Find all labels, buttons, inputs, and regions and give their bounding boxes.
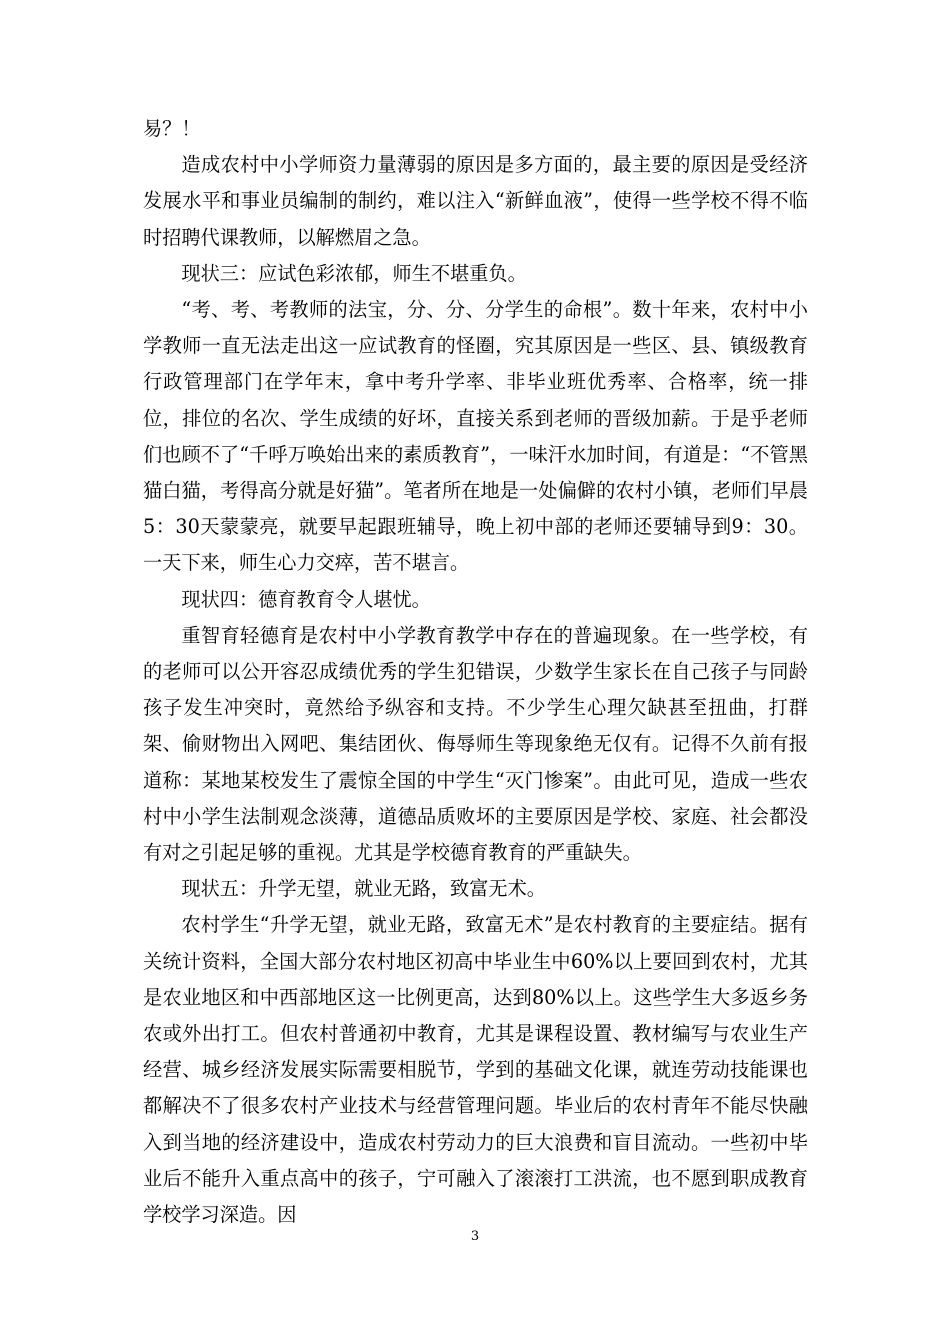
paragraph: 易？！ [143,117,201,140]
paragraph: 造成农村中小学师资力量薄弱的原因是多方面的，最主要的原因是受经济发展水平和事业员编制的制约，难以注入“新鲜血液”，使得一些学校不得不临时招聘代课教师，以解燃眉之急。 [143,153,808,249]
section-heading: 现状五：升学无望，就业无路，致富无术。 [181,877,546,901]
section-heading: 现状四：德育教育令人堪忧。 [181,587,431,611]
section-heading: 现状三：应试色彩浓郁，师生不堪重负。 [181,261,527,285]
paragraph: 重智育轻德育是农村中小学教育教学中存在的普遍现象。在一些学校，有的老师可以公开容忍成绩优秀的学生犯错误，少数学生家长在自己孩子与同龄孩子发生冲突时，竟然给予纵容和支持。不少学生心理欠缺甚至扭曲，打群架、偷财物出入网吧、集结团伙、侮辱师生等现象绝无仅有。记得不久前有报道称：某地某校发生了震惊全国的中学生“灭门惨案”。由此可见，造成一些农村中小学生法制观念淡薄，道德品质败坏的主要原因是学校、家庭、社会都没有对之引起足够的重视。尤其是学校德育教育的严重缺失。 [143,623,808,865]
paragraph: “考、考、考教师的法宝，分、分、分学生的命根”。数十年来，农村中小学教师一直无法走出这一应试教育的怪圈，究其原因是一些区、县、镇级教育行政管理部门在学年末，拿中考升学率、非毕业班优秀率、合格率，统一排位，排位的名次、学生成绩的好坏，直接关系到老师的晋级加薪。于是乎老师们也顾不了“千呼万唤始出来的素质教育”，一味汗水加时间，有道是：“不管黑猫白猫，考得高分就是好猫”。笔者所在地是一处偏僻的农村小镇，老师们早晨5：30天蒙蒙亮，就要早起跟班辅导，晚上初中部的老师还要辅导到9：30。一天下来，师生心力交瘁，苦不堪言。 [143,298,808,575]
paragraph: 农村学生“升学无望，就业无路，致富无术”是农村教育的主要症结。据有关统计资料，全国大部分农村地区初高中毕业生中60%以上要回到农村，尤其是农业地区和中西部地区这一比例更高，达到80%以上。这些学生大多返乡务农或外出打工。但农村普通初中教育，尤其是课程设置、教材编写与农业生产经营、城乡经济发展实际需要相脱节，学到的基础文化课，就连劳动技能课也都解决不了很多农村产业技术与经营管理问题。毕业后的农村青年不能尽快融入到当地的经济建设中，造成农村劳动力的巨大浪费和盲目流动。一些初中毕业后不能升入重点高中的孩子，宁可融入了滚滚打工洪流，也不愿到职成教育学校学习深造。因 [143,913,808,1227]
document-body [143,111,808,1233]
page-number: 3 [470,1229,480,1244]
